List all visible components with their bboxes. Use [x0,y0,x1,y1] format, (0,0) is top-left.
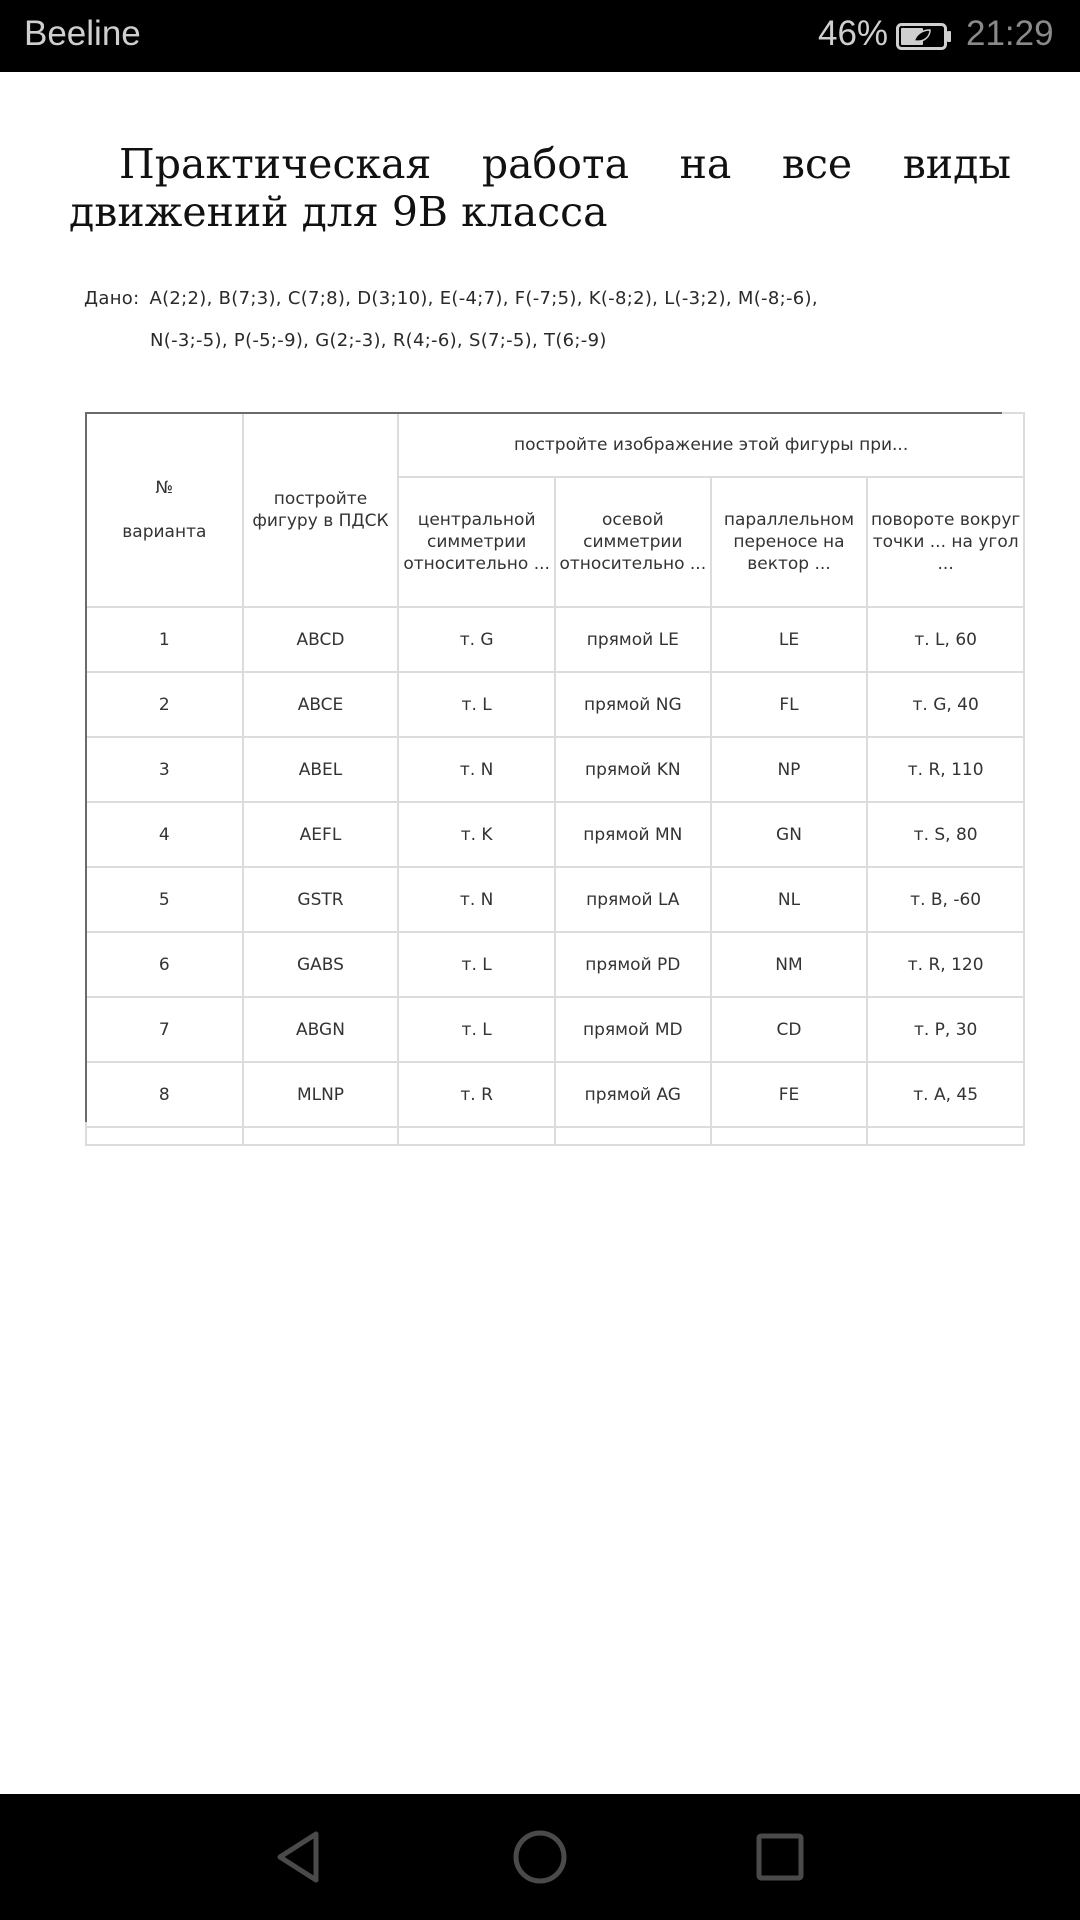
carrier-name: Beeline [24,14,141,53]
translation-vector-cell: LE [711,607,868,672]
table-row [86,867,1024,932]
rotation-cell: т. R, 110 [867,737,1024,802]
central-symmetry-cell: т. L [398,672,555,737]
axial-symmetry-cell: прямой MN [555,802,711,867]
table-row [86,802,1024,867]
figure-cell: AEFL [243,802,399,867]
back-triangle-icon[interactable] [266,1824,332,1890]
header-transform-group: постройте изображение этой фигуры при... [398,413,1024,477]
table-row [86,997,1024,1062]
clock: 21:29 [966,14,1054,53]
battery-saver-icon [896,23,952,50]
given-points-text-1: A(2;2), B(7;3), C(7;8), D(3;10), E(-4;7), F(-7;5), K(-8;2), L(-3;2), M(-8;-6), [149,288,818,309]
central-symmetry-cell: т. G [398,607,555,672]
table-row [86,607,1024,672]
figure-cell: GABS [243,932,399,997]
navigation-bar [0,1794,1080,1920]
variant-number: 1 [86,607,243,672]
header-figure: постройте фигуру в ПДСК [243,413,399,607]
central-symmetry-cell: т. L [398,997,555,1062]
axial-symmetry-cell: прямой MD [555,997,711,1062]
header-variant-word: варианта [122,522,207,542]
given-label: Дано: [84,288,140,309]
central-symmetry-cell: т. K [398,802,555,867]
rotation-cell: т. R, 120 [867,932,1024,997]
variant-number: 4 [86,802,243,867]
axial-symmetry-cell: прямой LE [555,607,711,672]
header-axial-symmetry: осевой симметрии относительно ... [555,477,711,607]
page-title: Практическая работа на все виды движений для 9В класса [69,140,1011,236]
central-symmetry-cell: т. N [398,737,555,802]
axial-symmetry-cell: прямой KN [555,737,711,802]
status-bar [0,0,1080,72]
figure-cell: MLNP [243,1062,399,1127]
figure-cell: ABGN [243,997,399,1062]
translation-vector-cell: NM [711,932,868,997]
central-symmetry-cell: т. L [398,932,555,997]
translation-vector-cell: NL [711,867,868,932]
variant-number: 6 [86,932,243,997]
table-row [86,932,1024,997]
translation-vector-cell: FL [711,672,868,737]
rotation-cell: т. A, 45 [867,1062,1024,1127]
variant-number: 2 [86,672,243,737]
battery-percent: 46% [818,14,889,53]
axial-symmetry-cell: прямой PD [555,932,711,997]
header-rotation: повороте вокруг точки ... на угол ... [867,477,1024,607]
variant-number: 5 [86,867,243,932]
table-row [86,1062,1024,1127]
figure-cell: ABCE [243,672,399,737]
translation-vector-cell: CD [711,997,868,1062]
central-symmetry-cell: т. R [398,1062,555,1127]
rotation-cell: т. L, 60 [867,607,1024,672]
translation-vector-cell: NP [711,737,868,802]
translation-vector-cell: FE [711,1062,868,1127]
table-row [86,672,1024,737]
axial-symmetry-cell: прямой NG [555,672,711,737]
central-symmetry-cell: т. N [398,867,555,932]
axial-symmetry-cell: прямой AG [555,1062,711,1127]
rotation-cell: т. S, 80 [867,802,1024,867]
table-top-border [85,412,1002,414]
header-variant [86,413,243,607]
variants-table-container [85,412,1021,1122]
header-parallel-translation: параллельном переносе на вектор ... [711,477,868,607]
rotation-cell: т. P, 30 [867,997,1024,1062]
variant-number: 8 [86,1062,243,1127]
header-central-symmetry: центральной симметрии относительно ... [398,477,555,607]
table-row-partial [86,1127,1024,1145]
variant-number: 3 [86,737,243,802]
recents-square-icon[interactable] [747,1824,813,1890]
home-circle-icon[interactable] [507,1824,573,1890]
table-row [86,737,1024,802]
figure-cell: GSTR [243,867,399,932]
table-left-border [85,412,87,1122]
figure-cell: ABEL [243,737,399,802]
variants-table [85,412,1025,1146]
header-variant-num: № [155,478,174,498]
given-points-line-2: N(-3;-5), P(-5;-9), G(2;-3), R(4;-6), S(7;-5), T(6;-9) [150,330,607,351]
rotation-cell: т. B, -60 [867,867,1024,932]
given-points-line-1 [84,288,818,309]
axial-symmetry-cell: прямой LA [555,867,711,932]
variant-number: 7 [86,997,243,1062]
figure-cell: ABCD [243,607,399,672]
rotation-cell: т. G, 40 [867,672,1024,737]
translation-vector-cell: GN [711,802,868,867]
